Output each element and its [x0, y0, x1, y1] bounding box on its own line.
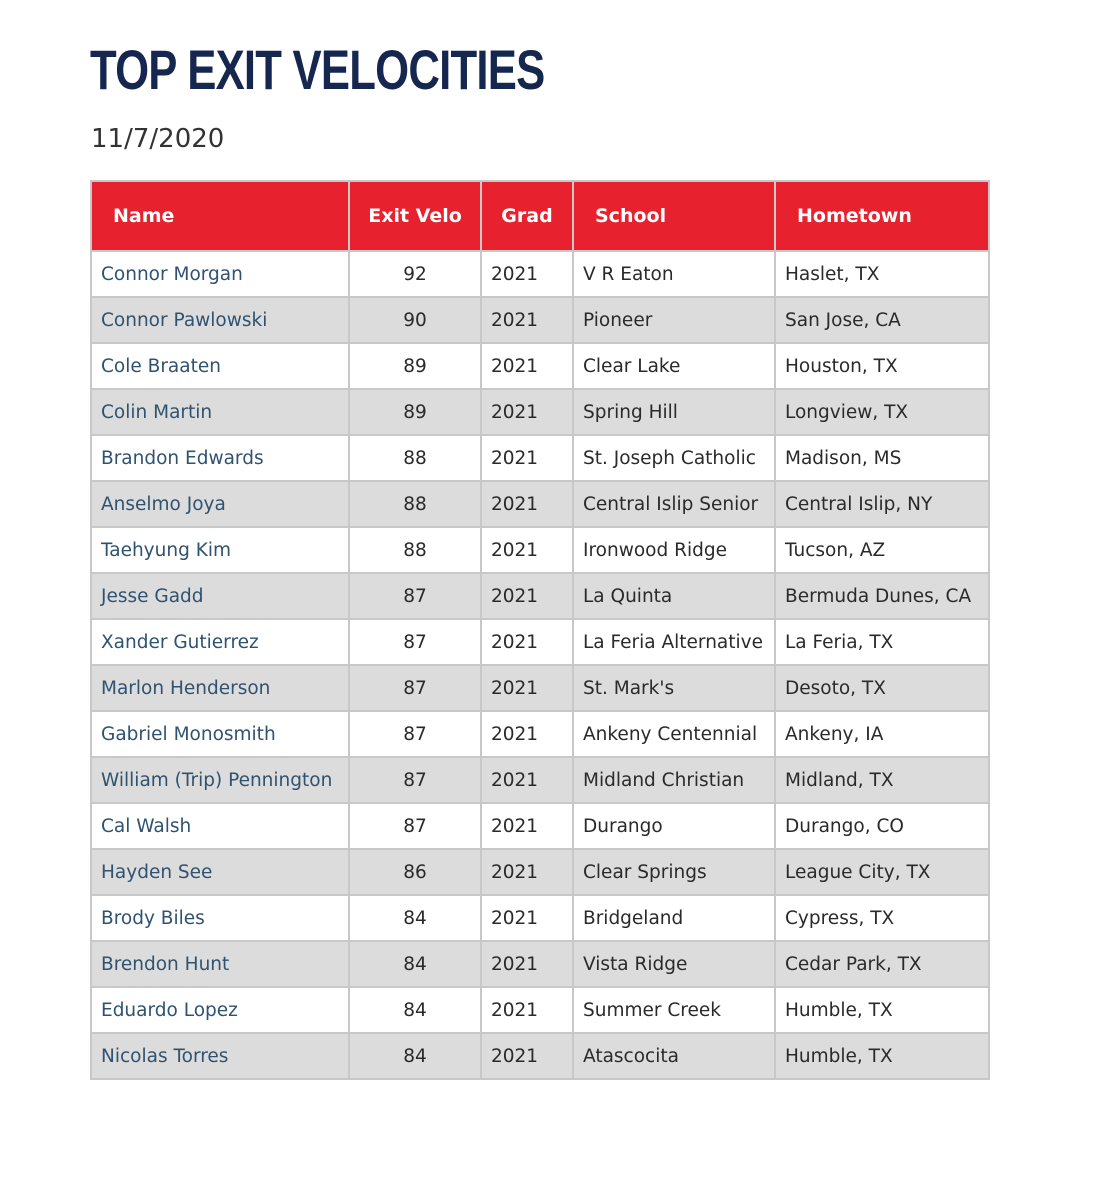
page-date: 11/7/2020: [91, 124, 225, 154]
school-cell: La Feria Alternative: [573, 619, 775, 665]
exit-velo-cell: 89: [349, 389, 481, 435]
table-row: [91, 711, 989, 757]
exit-velo-cell: 87: [349, 665, 481, 711]
grad-year-cell: 2021: [481, 987, 573, 1033]
grad-year-cell: 2021: [481, 711, 573, 757]
table-row: [91, 481, 989, 527]
player-name-link[interactable]: Eduardo Lopez: [91, 987, 349, 1033]
school-cell: Vista Ridge: [573, 941, 775, 987]
exit-velo-cell: 87: [349, 757, 481, 803]
hometown-cell: Haslet, TX: [775, 251, 989, 297]
player-name-link[interactable]: Brendon Hunt: [91, 941, 349, 987]
school-cell: Durango: [573, 803, 775, 849]
player-name-link[interactable]: Brandon Edwards: [91, 435, 349, 481]
school-cell: Summer Creek: [573, 987, 775, 1033]
player-name-link[interactable]: Hayden See: [91, 849, 349, 895]
table-row: [91, 573, 989, 619]
player-name-link[interactable]: Cal Walsh: [91, 803, 349, 849]
school-cell: Bridgeland: [573, 895, 775, 941]
hometown-cell: Cedar Park, TX: [775, 941, 989, 987]
exit-velo-cell: 86: [349, 849, 481, 895]
player-name-link[interactable]: Brody Biles: [91, 895, 349, 941]
player-name-link[interactable]: Cole Braaten: [91, 343, 349, 389]
hometown-cell: San Jose, CA: [775, 297, 989, 343]
player-name-link[interactable]: Connor Pawlowski: [91, 297, 349, 343]
hometown-cell: Bermuda Dunes, CA: [775, 573, 989, 619]
player-name-link[interactable]: Jesse Gadd: [91, 573, 349, 619]
school-cell: St. Joseph Catholic: [573, 435, 775, 481]
table-row: [91, 803, 989, 849]
header-school: School: [573, 181, 775, 251]
school-cell: Atascocita: [573, 1033, 775, 1079]
grad-year-cell: 2021: [481, 389, 573, 435]
hometown-cell: Central Islip, NY: [775, 481, 989, 527]
player-name-link[interactable]: Connor Morgan: [91, 251, 349, 297]
header-exit-velo: Exit Velo: [349, 181, 481, 251]
header-row: [91, 181, 989, 251]
grad-year-cell: 2021: [481, 527, 573, 573]
header-grad: Grad: [481, 181, 573, 251]
exit-velo-cell: 88: [349, 527, 481, 573]
player-name-link[interactable]: Anselmo Joya: [91, 481, 349, 527]
school-cell: St. Mark's: [573, 665, 775, 711]
hometown-cell: Humble, TX: [775, 987, 989, 1033]
hometown-cell: Durango, CO: [775, 803, 989, 849]
table-row: [91, 389, 989, 435]
player-name-link[interactable]: Gabriel Monosmith: [91, 711, 349, 757]
hometown-cell: Midland, TX: [775, 757, 989, 803]
grad-year-cell: 2021: [481, 803, 573, 849]
table-row: [91, 619, 989, 665]
header-name: Name: [91, 181, 349, 251]
table-row: [91, 895, 989, 941]
school-cell: V R Eaton: [573, 251, 775, 297]
table-row: [91, 941, 989, 987]
hometown-cell: Longview, TX: [775, 389, 989, 435]
grad-year-cell: 2021: [481, 941, 573, 987]
exit-velo-cell: 84: [349, 895, 481, 941]
grad-year-cell: 2021: [481, 1033, 573, 1079]
grad-year-cell: 2021: [481, 849, 573, 895]
grad-year-cell: 2021: [481, 251, 573, 297]
exit-velo-cell: 88: [349, 481, 481, 527]
exit-velo-cell: 84: [349, 941, 481, 987]
school-cell: La Quinta: [573, 573, 775, 619]
exit-velo-cell: 87: [349, 573, 481, 619]
table-row: [91, 251, 989, 297]
hometown-cell: Tucson, AZ: [775, 527, 989, 573]
player-name-link[interactable]: Colin Martin: [91, 389, 349, 435]
player-name-link[interactable]: Marlon Henderson: [91, 665, 349, 711]
exit-velocities-table: [90, 180, 990, 1080]
hometown-cell: League City, TX: [775, 849, 989, 895]
table-row: [91, 343, 989, 389]
grad-year-cell: 2021: [481, 435, 573, 481]
grad-year-cell: 2021: [481, 895, 573, 941]
exit-velo-cell: 89: [349, 343, 481, 389]
player-name-link[interactable]: William (Trip) Pennington: [91, 757, 349, 803]
player-name-link[interactable]: Taehyung Kim: [91, 527, 349, 573]
exit-velo-cell: 84: [349, 987, 481, 1033]
school-cell: Central Islip Senior: [573, 481, 775, 527]
school-cell: Midland Christian: [573, 757, 775, 803]
hometown-cell: Houston, TX: [775, 343, 989, 389]
table-row: [91, 987, 989, 1033]
table-body: [91, 251, 989, 1079]
exit-velo-cell: 90: [349, 297, 481, 343]
hometown-cell: Humble, TX: [775, 1033, 989, 1079]
table-row: [91, 1033, 989, 1079]
player-name-link[interactable]: Nicolas Torres: [91, 1033, 349, 1079]
table-row: [91, 757, 989, 803]
exit-velo-cell: 87: [349, 711, 481, 757]
hometown-cell: La Feria, TX: [775, 619, 989, 665]
exit-velo-cell: 84: [349, 1033, 481, 1079]
player-name-link[interactable]: Xander Gutierrez: [91, 619, 349, 665]
grad-year-cell: 2021: [481, 297, 573, 343]
school-cell: Ankeny Centennial: [573, 711, 775, 757]
school-cell: Clear Lake: [573, 343, 775, 389]
table-row: [91, 527, 989, 573]
school-cell: Clear Springs: [573, 849, 775, 895]
exit-velo-cell: 88: [349, 435, 481, 481]
table-row: [91, 297, 989, 343]
hometown-cell: Ankeny, IA: [775, 711, 989, 757]
hometown-cell: Cypress, TX: [775, 895, 989, 941]
exit-velo-cell: 92: [349, 251, 481, 297]
table-row: [91, 849, 989, 895]
grad-year-cell: 2021: [481, 757, 573, 803]
exit-velo-cell: 87: [349, 803, 481, 849]
school-cell: Pioneer: [573, 297, 775, 343]
page-title: TOP EXIT VELOCITIES: [90, 38, 545, 101]
hometown-cell: Madison, MS: [775, 435, 989, 481]
grad-year-cell: 2021: [481, 343, 573, 389]
grad-year-cell: 2021: [481, 481, 573, 527]
grad-year-cell: 2021: [481, 665, 573, 711]
grad-year-cell: 2021: [481, 573, 573, 619]
grad-year-cell: 2021: [481, 619, 573, 665]
table-header: [91, 181, 989, 251]
header-hometown: Hometown: [775, 181, 989, 251]
hometown-cell: Desoto, TX: [775, 665, 989, 711]
table-row: [91, 665, 989, 711]
exit-velo-cell: 87: [349, 619, 481, 665]
table-row: [91, 435, 989, 481]
school-cell: Ironwood Ridge: [573, 527, 775, 573]
school-cell: Spring Hill: [573, 389, 775, 435]
